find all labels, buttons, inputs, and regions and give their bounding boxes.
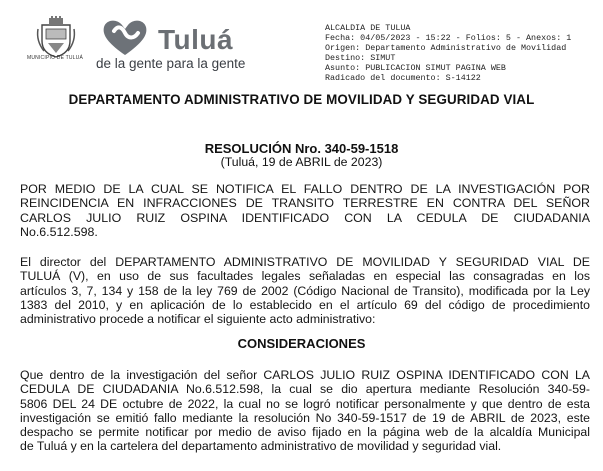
paragraph-line: Que dentro de la investigación del señor CARLOS JULIO RUIZ OSPINA IDENTIFICADO CON LA (20, 368, 590, 382)
filing-stamp (325, 23, 603, 83)
stamp-line: Fecha: 04/05/2023 - 15:22 - Folios: 5 - Anexos: 1 (325, 33, 572, 43)
stamp-line: Destino: SIMUT (325, 53, 396, 63)
brand-name: Tuluá (158, 24, 234, 55)
paragraph-line: CEDULA DE CIUDADANIA No.6.512.598, la cual se dio apertura mediante Resolución 340-59- (20, 382, 590, 397)
department-heading: DEPARTAMENTO ADMINISTRATIVO DE MOVILIDAD Y SEGURIDAD VIAL (68, 92, 535, 107)
municipal-coat-of-arms-icon (34, 15, 78, 59)
resolution-purpose-paragraph (20, 182, 590, 239)
paragraph-line: POR MEDIO DE LA CUAL SE NOTIFICA EL FALLO DENTRO DE LA INVESTIGACIÓN POR (20, 182, 590, 196)
paragraph-line: REINCIDENCIA EN INFRACCIONES DE TRANSITO TERRESTRE EN CONTRA DEL SEÑOR (20, 196, 590, 211)
stamp-line: Asunto: PUBLICACION SIMUT PAGINA WEB (325, 63, 506, 73)
stamp-line: Radicado del documento: S-14122 (325, 73, 481, 83)
considerations-heading: CONSIDERACIONES (237, 336, 366, 351)
paragraph-line: despacho se permite notificar por medio de aviso fijado en la página web de la alcaldía Municipal (20, 425, 590, 440)
paragraph-line: CARLOS JULIO RUIZ OSPINA IDENTIFICADO CON LA CEDULA DE CIUDADANIA (20, 210, 590, 225)
director-authority-paragraph (20, 255, 590, 326)
resolution-date: (Tuluá, 19 de ABRIL de 2023) (220, 155, 383, 169)
resolution-title: RESOLUCIÓN Nro. 340-59-1518 (204, 141, 399, 156)
paragraph-line: 5806 DEL 24 DE octubre de 2022, la cual no se logró notificar personalmente y que dentro de esta (20, 396, 590, 411)
paragraph-line: El director del DEPARTAMENTO ADMINISTRATIVO DE MOVILIDAD Y SEGURIDAD VIAL DE (20, 255, 590, 269)
paragraph-line: No.6.512.598. (20, 224, 98, 239)
paragraph-line: TULUÁ (V), en uso de sus facultades legales señaladas en especial las consagradas en los (20, 269, 590, 284)
considerations-paragraph (20, 368, 590, 454)
stamp-line: Origen: Departamento Administrativo de Movilidad (325, 43, 567, 53)
paragraph-line: investigación se emitió fallo mediante la resolución No 340-59-1517 de 19 de ABRIL de 2023, este (20, 410, 590, 425)
coat-of-arms-caption: MUNICIPIO DE TULUÁ (26, 55, 83, 61)
paragraph-line: administrativo procede a notificar el siguiente acto administrativo: (20, 312, 376, 327)
heart-logo-icon (100, 17, 150, 57)
paragraph-line: artículos 3, 7, 134 y 158 de la ley 769 de 2002 (Código Nacional de Transito), modificada por la Ley (20, 283, 590, 298)
stamp-line: ALCALDIA DE TULUA (325, 23, 411, 33)
brand-slogan: de la gente para la gente (96, 56, 246, 71)
paragraph-line: 1383 del 2010, y en aplicación de lo establecido en el artículo 69 del código de procedimiento (20, 297, 590, 312)
paragraph-line: de Tuluá y en la cartelera del departamento administrativo de movilidad y seguridad vial. (20, 439, 502, 454)
